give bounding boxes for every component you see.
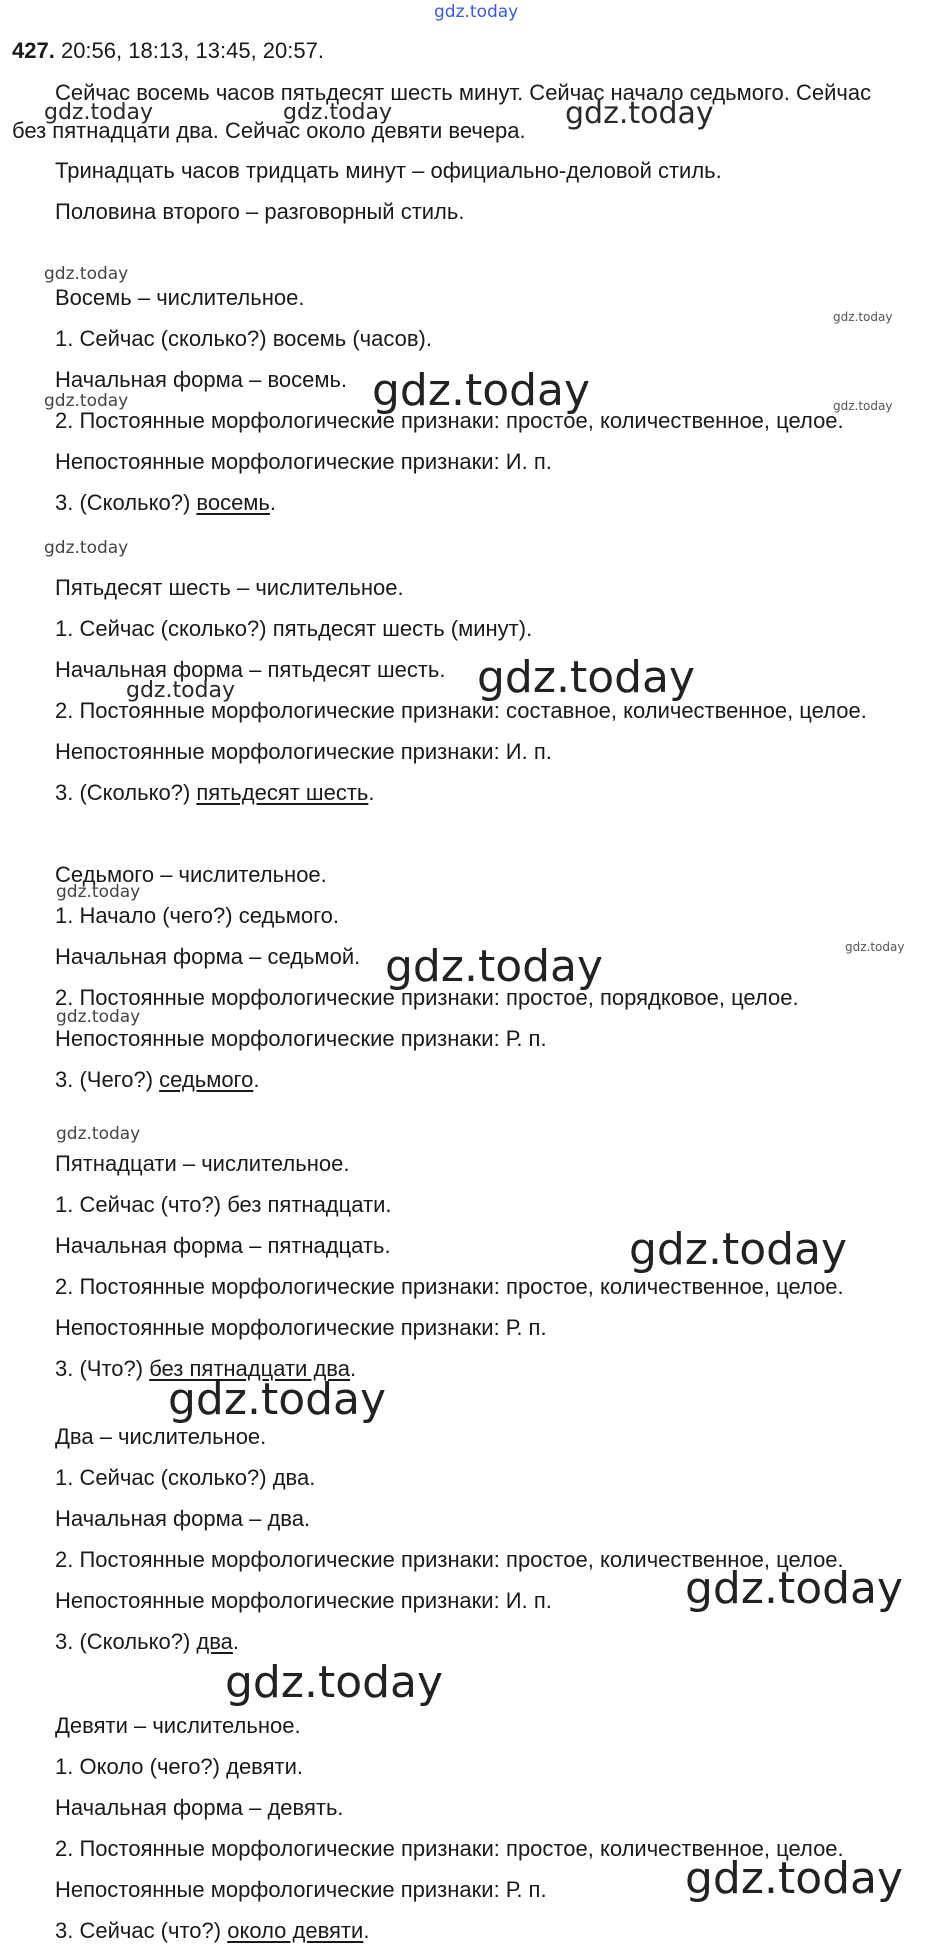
watermark: gdz.today xyxy=(685,1563,904,1614)
role-word: седьмого xyxy=(159,1067,254,1092)
role-prefix: 3. (Чего?) xyxy=(55,1067,160,1092)
analysis-6-variable-features: Непостоянные морфологические признаки: Р. п. xyxy=(55,1877,547,1902)
watermark: gdz.today xyxy=(477,652,696,703)
analysis-2-variable-features: Непостоянные морфологические признаки: И. п. xyxy=(55,739,552,764)
analysis-5-initial-form: Начальная форма – два. xyxy=(55,1506,311,1531)
watermark: gdz.today xyxy=(283,100,393,125)
watermark: gdz.today xyxy=(56,1007,141,1027)
analysis-6-initial-form: Начальная форма – девять. xyxy=(55,1795,344,1820)
role-word: два xyxy=(196,1629,233,1654)
analysis-4-step-1: 1. Сейчас (что?) без пятнадцати. xyxy=(55,1192,392,1217)
analysis-2-step-1: 1. Сейчас (сколько?) пятьдесят шесть (минут). xyxy=(55,616,533,641)
analysis-1-constant-features: 2. Постоянные морфологические признаки: простое, количественное, целое. xyxy=(55,408,844,433)
watermark: gdz.today xyxy=(845,940,905,954)
task-number: 427. xyxy=(12,38,55,63)
analysis-5-step-1: 1. Сейчас (сколько?) два. xyxy=(55,1465,316,1490)
analysis-5-title: Два – числительное. xyxy=(55,1424,267,1449)
watermark: gdz.today xyxy=(44,538,129,558)
task-header xyxy=(12,38,324,64)
analysis-4-variable-features: Непостоянные морфологические признаки: Р. п. xyxy=(55,1315,547,1340)
watermark: gdz.today xyxy=(56,882,141,902)
watermark: gdz.today xyxy=(833,310,893,324)
analysis-3-initial-form: Начальная форма – седьмой. xyxy=(55,944,361,969)
analysis-5-syntactic-role xyxy=(55,1629,239,1655)
role-suffix: . xyxy=(232,1629,240,1654)
analysis-3-syntactic-role xyxy=(55,1067,259,1093)
role-word: восемь xyxy=(196,490,270,515)
role-word: около девяти xyxy=(227,1918,364,1943)
role-prefix: 3. (Сколько?) xyxy=(55,490,197,515)
role-word: пятьдесят шесть xyxy=(196,780,369,805)
watermark: gdz.today xyxy=(225,1657,444,1708)
watermark: gdz.today xyxy=(168,1374,387,1425)
watermark: gdz.today xyxy=(126,678,236,703)
analysis-3-constant-features: 2. Постоянные морфологические признаки: простое, порядковое, целое. xyxy=(55,985,799,1010)
analysis-6-syntactic-role xyxy=(55,1918,369,1944)
role-word: без пятнадцати два xyxy=(149,1356,350,1381)
analysis-2-constant-features: 2. Постоянные морфологические признаки: составное, количественное, целое. xyxy=(55,698,867,723)
role-prefix: 3. (Что?) xyxy=(55,1356,150,1381)
analysis-2-title: Пятьдесят шесть – числительное. xyxy=(55,575,404,600)
paragraph-1-line-1: Сейчас восемь часов пятьдесят шесть минут. Сейчас начало седьмого. Сейчас xyxy=(55,80,872,105)
role-suffix: . xyxy=(269,490,277,515)
role-suffix: . xyxy=(349,1356,357,1381)
task-times: 20:56, 18:13, 13:45, 20:57. xyxy=(60,38,324,63)
analysis-1-initial-form: Начальная форма – восемь. xyxy=(55,367,348,392)
analysis-6-title: Девяти – числительное. xyxy=(55,1713,301,1738)
watermark: gdz.today xyxy=(44,391,129,411)
analysis-4-constant-features: 2. Постоянные морфологические признаки: простое, количественное, целое. xyxy=(55,1274,844,1299)
role-prefix: 3. (Сколько?) xyxy=(55,1629,197,1654)
role-suffix: . xyxy=(363,1918,370,1943)
paragraph-1-line-2: без пятнадцати два. Сейчас около девяти вечера. xyxy=(12,118,526,143)
analysis-2-syntactic-role xyxy=(55,780,374,806)
watermark: gdz.today xyxy=(56,1124,141,1144)
role-suffix: . xyxy=(253,1067,260,1092)
watermark: gdz.today xyxy=(44,264,129,284)
analysis-5-constant-features: 2. Постоянные морфологические признаки: простое, количественное, целое. xyxy=(55,1547,844,1572)
role-suffix: . xyxy=(368,780,375,805)
analysis-1-variable-features: Непостоянные морфологические признаки: И. п. xyxy=(55,449,552,474)
paragraph-2: Тринадцать часов тридцать минут – официально-деловой стиль. xyxy=(55,158,722,183)
analysis-4-title: Пятнадцати – числительное. xyxy=(55,1151,350,1176)
watermark: gdz.today xyxy=(833,399,893,413)
watermark: gdz.today xyxy=(629,1224,848,1275)
role-prefix: 3. Сейчас (что?) xyxy=(55,1918,228,1943)
analysis-2-initial-form: Начальная форма – пятьдесят шесть. xyxy=(55,657,446,682)
watermark: gdz.today xyxy=(685,1853,904,1904)
analysis-1-title: Восемь – числительное. xyxy=(55,285,305,310)
analysis-4-initial-form: Начальная форма – пятнадцать. xyxy=(55,1233,391,1258)
analysis-1-syntactic-role xyxy=(55,490,276,516)
header-watermark[interactable]: gdz.today xyxy=(434,2,519,22)
paragraph-3: Половина второго – разговорный стиль. xyxy=(55,199,465,224)
watermark: gdz.today xyxy=(385,941,604,992)
analysis-1-step-1: 1. Сейчас (сколько?) восемь (часов). xyxy=(55,326,432,351)
role-prefix: 3. (Сколько?) xyxy=(55,780,197,805)
watermark: gdz.today xyxy=(565,96,714,131)
analysis-5-variable-features: Непостоянные морфологические признаки: И. п. xyxy=(55,1588,552,1613)
watermark: gdz.today xyxy=(372,365,591,416)
analysis-3-step-1: 1. Начало (чего?) седьмого. xyxy=(55,903,340,928)
analysis-3-variable-features: Непостоянные морфологические признаки: Р. п. xyxy=(55,1026,547,1051)
analysis-3-title: Седьмого – числительное. xyxy=(55,862,327,887)
analysis-6-constant-features: 2. Постоянные морфологические признаки: простое, количественное, целое. xyxy=(55,1836,844,1861)
analysis-6-step-1: 1. Около (чего?) девяти. xyxy=(55,1754,304,1779)
watermark: gdz.today xyxy=(44,100,154,125)
